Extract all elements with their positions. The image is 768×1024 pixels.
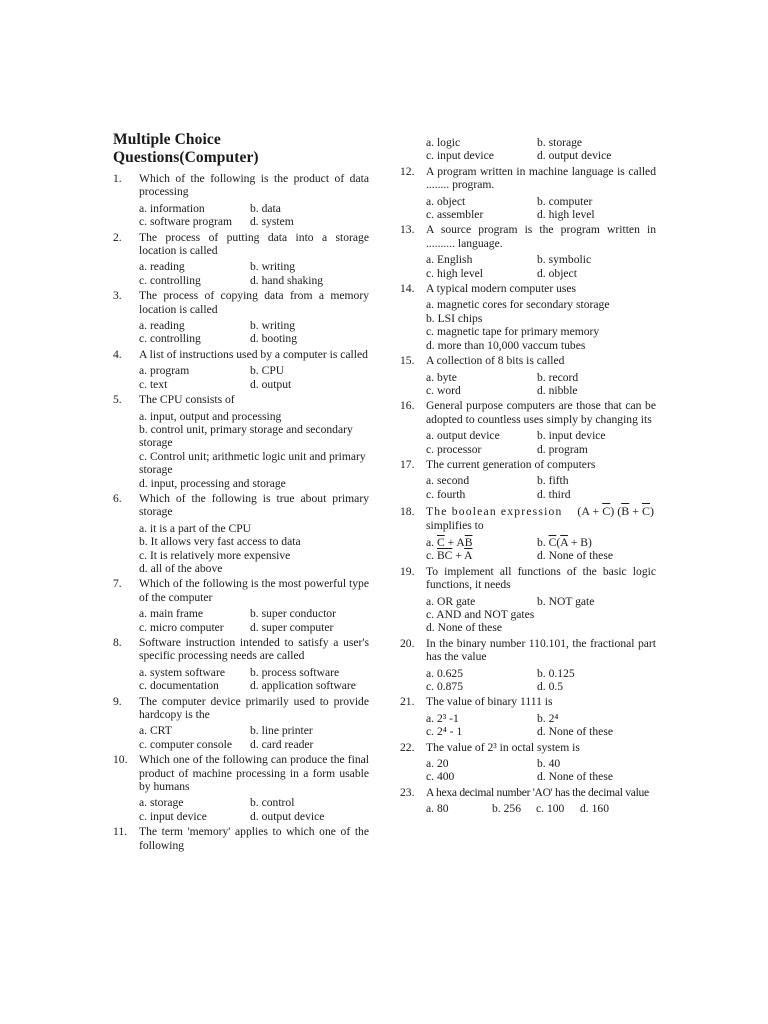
option-d: d. application software xyxy=(250,679,356,693)
option-b: b. 256 xyxy=(492,802,521,816)
option-c: c. $\overline{BC} + \overline{A}$ xyxy=(426,549,473,563)
question-11-options xyxy=(400,136,656,163)
question-number: 5. xyxy=(113,393,122,407)
question-number: 23. xyxy=(400,785,415,799)
option-c: c. high level xyxy=(426,266,483,280)
left-column xyxy=(113,131,369,854)
question-number: 8. xyxy=(113,636,122,649)
option-a: a. system software xyxy=(139,665,225,679)
question-number: 22. xyxy=(400,740,415,754)
question-16 xyxy=(400,399,656,456)
option-b: b. 40 xyxy=(537,757,561,771)
question-7 xyxy=(113,577,369,634)
option-c: c. AND and NOT gates xyxy=(426,608,535,621)
option-c: c. input device xyxy=(426,149,494,163)
question-number: 10. xyxy=(113,753,128,767)
question-20 xyxy=(400,637,656,694)
option-c: c. magnetic tape for primary memory xyxy=(426,325,600,339)
right-column xyxy=(400,133,656,818)
question-text: A typical modern computer uses xyxy=(426,282,577,296)
option-a: a. main frame xyxy=(139,607,204,621)
question-number: 15. xyxy=(400,354,415,368)
option-a: a. magnetic cores for secondary storage xyxy=(426,298,610,312)
question-18 xyxy=(400,505,656,563)
question-number: 17. xyxy=(400,457,415,471)
option-d: d. None of these xyxy=(537,770,613,784)
question-number: 2. xyxy=(113,230,122,244)
option-b: b. record xyxy=(537,370,579,384)
option-a: a. byte xyxy=(426,370,457,384)
option-a: a. OR gate xyxy=(426,594,476,608)
question-number: 6. xyxy=(113,491,122,505)
option-b: b. CPU xyxy=(250,364,285,378)
question-21 xyxy=(400,695,656,738)
question-number: 18. xyxy=(400,505,415,519)
question-number: 11. xyxy=(113,825,128,839)
option-d: d. super computer xyxy=(250,620,334,634)
question-text: A program written in machine language is called ........ program. xyxy=(426,164,656,192)
question-14 xyxy=(400,282,656,352)
option-d: d. output xyxy=(250,377,292,391)
question-text: To implement all functions of the basic logic functions, it needs xyxy=(426,564,656,592)
option-d: d. object xyxy=(537,266,577,280)
option-b: b. symbolic xyxy=(537,253,592,267)
option-d: d. output device xyxy=(250,809,325,823)
option-c: c. 2⁴ - 1 xyxy=(426,725,463,739)
question-number: 4. xyxy=(113,347,122,361)
option-d: d. all of the above xyxy=(139,561,223,575)
option-a: a. input, output and processing xyxy=(139,409,282,423)
option-a: a. object xyxy=(426,194,466,208)
option-d: d. None of these xyxy=(537,725,613,739)
option-c: c. text xyxy=(139,377,168,391)
question-number: 16. xyxy=(400,399,415,413)
question-12 xyxy=(400,165,656,222)
question-text: The computer device primarily used to provide hardcopy is the xyxy=(139,694,369,722)
question-text: Software instruction intended to satisfy a user's specific processing needs are called xyxy=(139,636,369,663)
option-d: d. high level xyxy=(537,208,595,222)
option-c: c. assembler xyxy=(426,208,484,222)
option-a: a. it is a part of the CPU xyxy=(139,521,252,535)
question-number: 9. xyxy=(113,694,122,708)
option-d: d. None of these xyxy=(537,549,613,563)
option-d: d. hand shaking xyxy=(250,273,324,287)
option-d: d. output device xyxy=(537,149,612,163)
option-b: b. NOT gate xyxy=(537,594,595,608)
option-c: c. controlling xyxy=(139,273,201,287)
option-c: c. word xyxy=(426,383,461,397)
question-number: 20. xyxy=(400,636,415,650)
option-b: b. input device xyxy=(537,429,606,443)
option-d: d. None of these xyxy=(426,621,502,635)
question-number: 13. xyxy=(400,223,415,237)
question-23 xyxy=(400,786,656,816)
question-text: A collection of 8 bits is called xyxy=(426,354,565,368)
option-c: c. micro computer xyxy=(139,620,224,634)
question-text: A source program is the program written in .......... language. xyxy=(426,223,656,250)
option-c: c. documentation xyxy=(139,679,219,693)
question-text: Which of the following is the product of data processing xyxy=(139,172,369,199)
option-b: b. super conductor xyxy=(250,607,336,621)
option-a: a. output device xyxy=(426,429,500,443)
option-c: c. It is relatively more expensive xyxy=(139,548,291,562)
question-9 xyxy=(113,695,369,752)
option-a: a. $\overline{C} + A\overline{B}$ xyxy=(426,535,473,549)
question-text: Which one of the following can produce the final product of machine processing in a form usable by humans xyxy=(139,753,369,794)
option-c: c. 400 xyxy=(426,770,455,784)
option-c: c. 100 xyxy=(536,802,565,816)
question-text: Which of the following is the most powerful type of the computer xyxy=(139,577,369,604)
question-4 xyxy=(113,348,369,391)
question-10 xyxy=(113,753,369,823)
option-b: b. LSI chips xyxy=(426,311,483,325)
option-c: c. processor xyxy=(426,442,482,456)
option-a: a. second xyxy=(426,474,470,488)
option-a: a. logic xyxy=(426,136,461,149)
option-d: d. system xyxy=(250,215,294,229)
option-b: b. data xyxy=(250,201,281,215)
option-a: a. CRT xyxy=(139,724,172,738)
option-d: d. card reader xyxy=(250,737,314,751)
option-d: d. more than 10,000 vaccum tubes xyxy=(426,338,586,352)
question-8 xyxy=(113,636,369,693)
option-d: d. program xyxy=(537,442,588,456)
option-d: d. third xyxy=(537,487,571,501)
option-b: b. It allows very fast access to data xyxy=(139,535,301,549)
question-3 xyxy=(113,289,369,346)
option-d: d. 160 xyxy=(580,802,609,816)
question-text: Which of the following is true about primary storage xyxy=(139,491,369,519)
question-11 xyxy=(113,825,369,852)
question-number: 14. xyxy=(400,282,415,296)
option-c: c. controlling xyxy=(139,332,201,346)
question-19 xyxy=(400,565,656,635)
question-5 xyxy=(113,393,369,490)
question-number: 7. xyxy=(113,577,122,591)
option-c: c. 0.875 xyxy=(426,680,464,694)
option-c: c. computer console xyxy=(139,737,233,751)
option-a: a. 0.625 xyxy=(426,666,464,680)
option-d: d. booting xyxy=(250,332,298,346)
question-1 xyxy=(113,172,369,229)
question-text: A list of instructions used by a computer is called xyxy=(139,347,368,361)
option-b: b. control unit, primary storage and secondary storage xyxy=(139,422,353,450)
question-text: A hexa decimal number 'AO' has the decimal value xyxy=(426,785,649,799)
option-a: a. 2³ -1 xyxy=(426,711,459,725)
option-b: b. 2⁴ xyxy=(537,711,559,725)
option-d: d. nibble xyxy=(537,383,578,397)
option-b: b. computer xyxy=(537,194,593,208)
option-a: a. information xyxy=(139,201,205,215)
option-a: a. reading xyxy=(139,260,185,274)
option-a: a. 80 xyxy=(426,802,449,816)
option-c: c. software program xyxy=(139,215,233,229)
question-13 xyxy=(400,223,656,280)
question-text: The CPU consists of xyxy=(139,393,235,407)
question-22 xyxy=(400,741,656,784)
page-title: Multiple Choice Questions(Computer) xyxy=(113,131,259,166)
option-d: d. input, processing and storage xyxy=(139,476,286,490)
question-17 xyxy=(400,458,656,501)
option-a: a. 20 xyxy=(426,757,449,771)
question-text: The process of putting data into a storage location is called xyxy=(139,230,369,258)
option-b: b. writing xyxy=(250,319,296,333)
question-number: 1. xyxy=(113,172,122,185)
option-b: b. writing xyxy=(250,260,296,274)
option-c: c. Control unit; arithmetic logic unit and primary storage xyxy=(139,449,366,477)
question-number: 19. xyxy=(400,564,415,578)
option-b: b. fifth xyxy=(537,474,569,488)
option-c: c. input device xyxy=(139,809,207,823)
question-text: The process of copying data from a memory location is called xyxy=(139,289,369,316)
question-text: The term 'memory' applies to which one of the following xyxy=(139,825,369,852)
option-a: a. reading xyxy=(139,319,185,333)
option-a: a. program xyxy=(139,364,190,378)
option-d: d. 0.5 xyxy=(537,680,564,694)
question-text: The value of 2³ in octal system is xyxy=(426,740,580,754)
question-text: The boolean expression xyxy=(426,505,563,519)
option-a: a. English xyxy=(426,253,473,267)
question-6 xyxy=(113,492,369,575)
question-text: The current generation of computers xyxy=(426,457,596,471)
option-c: c. fourth xyxy=(426,487,466,501)
option-b: b. 0.125 xyxy=(537,666,575,680)
option-b: b. line printer xyxy=(250,724,313,738)
option-a: a. storage xyxy=(139,796,184,810)
option-b: b. control xyxy=(250,796,295,810)
boolean-expression: $(A + \overline{C})$ $(\overline{B} + \overline{C})$ xyxy=(577,504,655,519)
question-text: The value of binary 1111 is xyxy=(426,695,553,709)
option-b: b. process software xyxy=(250,665,340,679)
question-15 xyxy=(400,354,656,397)
question-text: General purpose computers are those that can be adopted to countless uses simply by changing its xyxy=(426,399,656,426)
question-number: 12. xyxy=(400,164,415,178)
option-b: b. storage xyxy=(537,136,583,149)
question-text-continued: simplifies to xyxy=(426,518,484,532)
question-2 xyxy=(113,231,369,288)
question-text: In the binary number 110.101, the fractional part has the value xyxy=(426,636,656,664)
option-b: b. $\overline{C}(\overline{A} + B)$ xyxy=(537,535,592,549)
question-number: 21. xyxy=(400,695,415,709)
question-number: 3. xyxy=(113,289,122,303)
